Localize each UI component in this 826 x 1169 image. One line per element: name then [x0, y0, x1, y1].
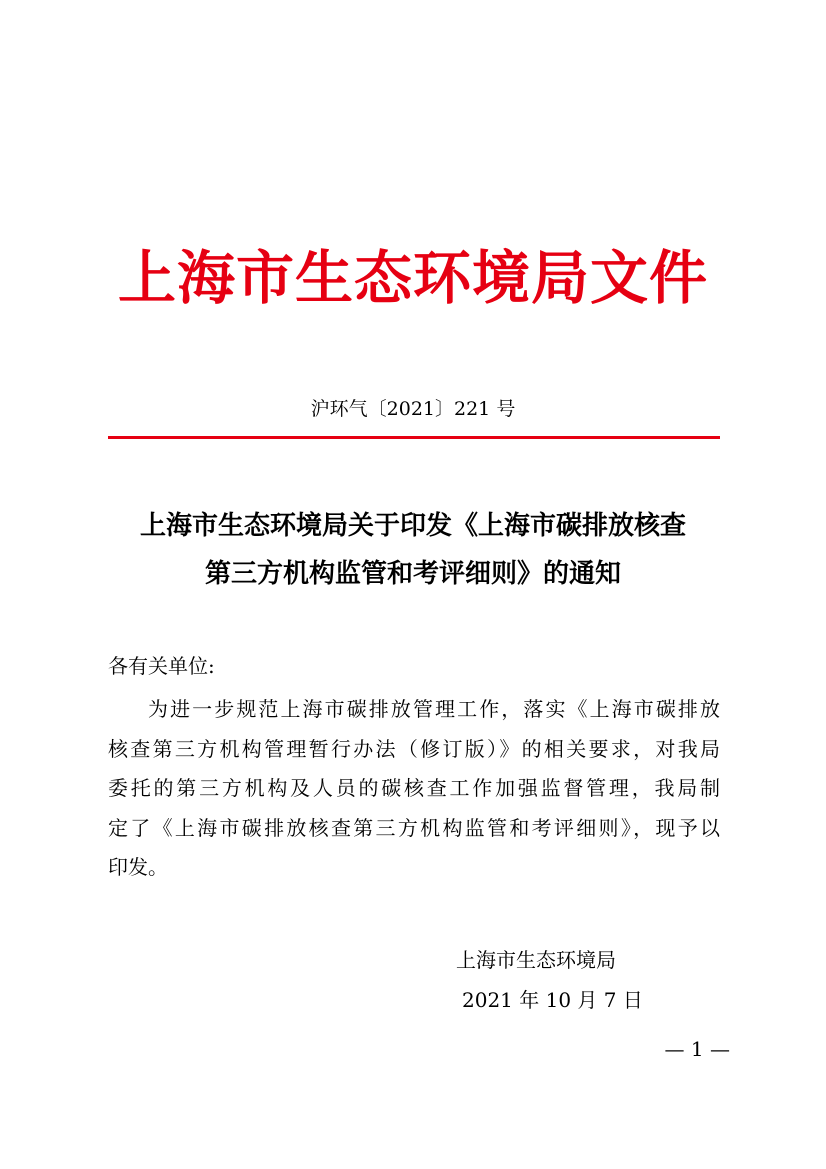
red-divider-line	[108, 436, 720, 439]
body-line: 委托的第三方机构及人员的碳核查工作加强监督管理，我局制	[108, 776, 720, 800]
document-title	[70, 502, 756, 598]
signature-date: 2021 年 10 月 7 日	[462, 988, 643, 1012]
document-title-line-1: 上海市生态环境局关于印发《上海市碳排放核查	[139, 511, 686, 541]
signature-block	[440, 940, 660, 1020]
body-line: 印发。	[108, 855, 168, 879]
body-line: 为进一步规范上海市碳排放管理工作，落实《上海市碳排放	[148, 697, 720, 721]
document-number: 沪环气〔2021〕221 号	[310, 398, 516, 420]
document-title-line-2: 第三方机构监管和考评细则》的通知	[204, 559, 621, 589]
masthead-title: 上海市生态环境局文件	[117, 244, 708, 312]
body-paragraph	[108, 690, 720, 888]
page-number: — 1 —	[664, 1037, 730, 1061]
body-line: 核查第三方机构管理暂行办法（修订版）》的相关要求，对我局	[108, 736, 720, 761]
addressee: 各有关单位:	[108, 654, 215, 678]
signature-organization: 上海市生态环境局	[456, 948, 616, 972]
body-line: 定了《上海市碳排放核查第三方机构监管和考评细则》，现予以	[108, 815, 720, 840]
